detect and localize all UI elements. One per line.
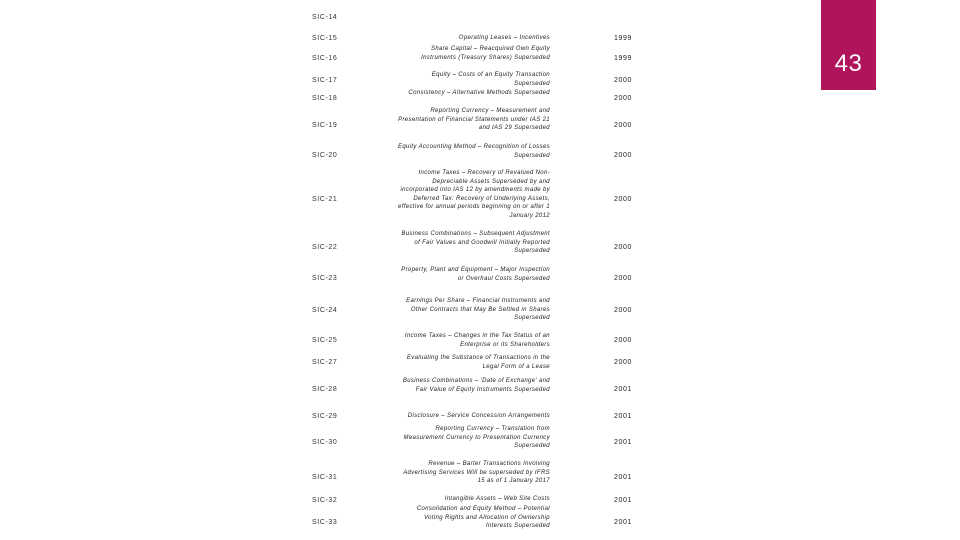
sic-year: 2001 — [614, 386, 632, 393]
sic-code: SIC-25 — [312, 337, 338, 344]
sic-year: 2000 — [614, 77, 632, 84]
sic-description: Revenue – Barter Transactions Involving Advertising Services Will be superseded by IFRS 15 as of 1 January 2017 — [403, 461, 550, 485]
sic-code: SIC-27 — [312, 359, 338, 366]
sic-description: Operating Leases – Incentives — [458, 35, 550, 41]
sic-code: SIC-24 — [312, 307, 338, 314]
sic-year: 2000 — [614, 307, 632, 314]
sic-year: 2001 — [614, 519, 632, 526]
sic-code: SIC-16 — [312, 55, 338, 62]
sic-description: Equity Accounting Method – Recognition of Losses Superseded — [398, 144, 550, 159]
sic-description: Income Taxes – Changes in the Tax Status of an Enterprise or its Shareholders — [404, 333, 550, 348]
sic-description: Consistency – Alternative Methods Superseded — [408, 90, 550, 96]
sic-description: Business Combinations – Subsequent Adjustment of Fair Values and Goodwill Initially Reported Superseded — [401, 231, 550, 255]
sic-description: Consolidation and Equity Method – Potential Voting Rights and Allocation of Ownership Interests Superseded — [416, 506, 550, 530]
sic-description: Reporting Currency – Translation from Measurement Currency to Presentation Currency Superseded — [403, 426, 550, 450]
sic-code: SIC-32 — [312, 497, 338, 504]
sic-description: Intangible Assets – Web Site Costs — [444, 496, 550, 502]
sic-year: 2000 — [614, 337, 632, 344]
sic-year: 2001 — [614, 497, 632, 504]
sic-year: 2001 — [614, 413, 632, 420]
sic-description: Property, Plant and Equipment – Major Inspection or Overhaul Costs Superseded — [401, 267, 550, 282]
sic-description: Income Taxes – Recovery of Revalued Non-Depreciable Assets Superseded by and incorporated into IAS 12 by amendments made by Deferred Tax: Recovery of Underlying Assets, effective for annual periods beginning on or after 1 January 2012 — [398, 170, 550, 219]
sic-description: Reporting Currency – Measurement and Presentation of Financial Statements under IAS 21 and IAS 29 Superseded — [398, 108, 550, 132]
sic-description: Evaluating the Substance of Transactions in the Legal Form of a Lease — [406, 355, 550, 370]
sic-description: Earnings Per Share – Financial Instruments and Other Contracts that May Be Settled in Shares Superseded — [406, 298, 550, 322]
page-number: 43 — [834, 50, 863, 77]
sic-year: 2001 — [614, 439, 632, 446]
sic-year: 2000 — [614, 244, 632, 251]
sic-year: 2000 — [614, 196, 632, 203]
sic-year: 1999 — [614, 55, 632, 62]
page-number-badge — [821, 0, 876, 90]
sic-year: 2000 — [614, 95, 632, 102]
sic-code: SIC-28 — [312, 386, 338, 393]
sic-year: 2000 — [614, 122, 632, 129]
sic-code: SIC-14 — [312, 14, 338, 21]
sic-year: 1999 — [614, 35, 632, 42]
sic-description: Business Combinations – 'Date of Exchange' and Fair Value of Equity Instruments Superseded — [402, 378, 550, 393]
sic-code: SIC-29 — [312, 413, 338, 420]
sic-code: SIC-18 — [312, 95, 338, 102]
sic-code: SIC-19 — [312, 122, 338, 129]
sic-code: SIC-15 — [312, 35, 338, 42]
sic-code: SIC-23 — [312, 275, 338, 282]
sic-year: 2001 — [614, 474, 632, 481]
sic-description: Share Capital – Reacquired Own Equity Instruments (Treasury Shares) Superseded — [421, 46, 550, 61]
sic-description: Disclosure – Service Concession Arrangements — [407, 413, 550, 419]
sic-year: 2000 — [614, 275, 632, 282]
sic-description: Equity – Costs of an Equity Transaction Superseded — [431, 72, 550, 87]
sic-code: SIC-33 — [312, 519, 338, 526]
sic-code: SIC-21 — [312, 196, 338, 203]
sic-year: 2000 — [614, 152, 632, 159]
sic-code: SIC-20 — [312, 152, 338, 159]
sic-year: 2000 — [614, 359, 632, 366]
sic-code: SIC-31 — [312, 474, 338, 481]
sic-code: SIC-22 — [312, 244, 338, 251]
sic-code: SIC-17 — [312, 77, 338, 84]
sic-code: SIC-30 — [312, 439, 338, 446]
